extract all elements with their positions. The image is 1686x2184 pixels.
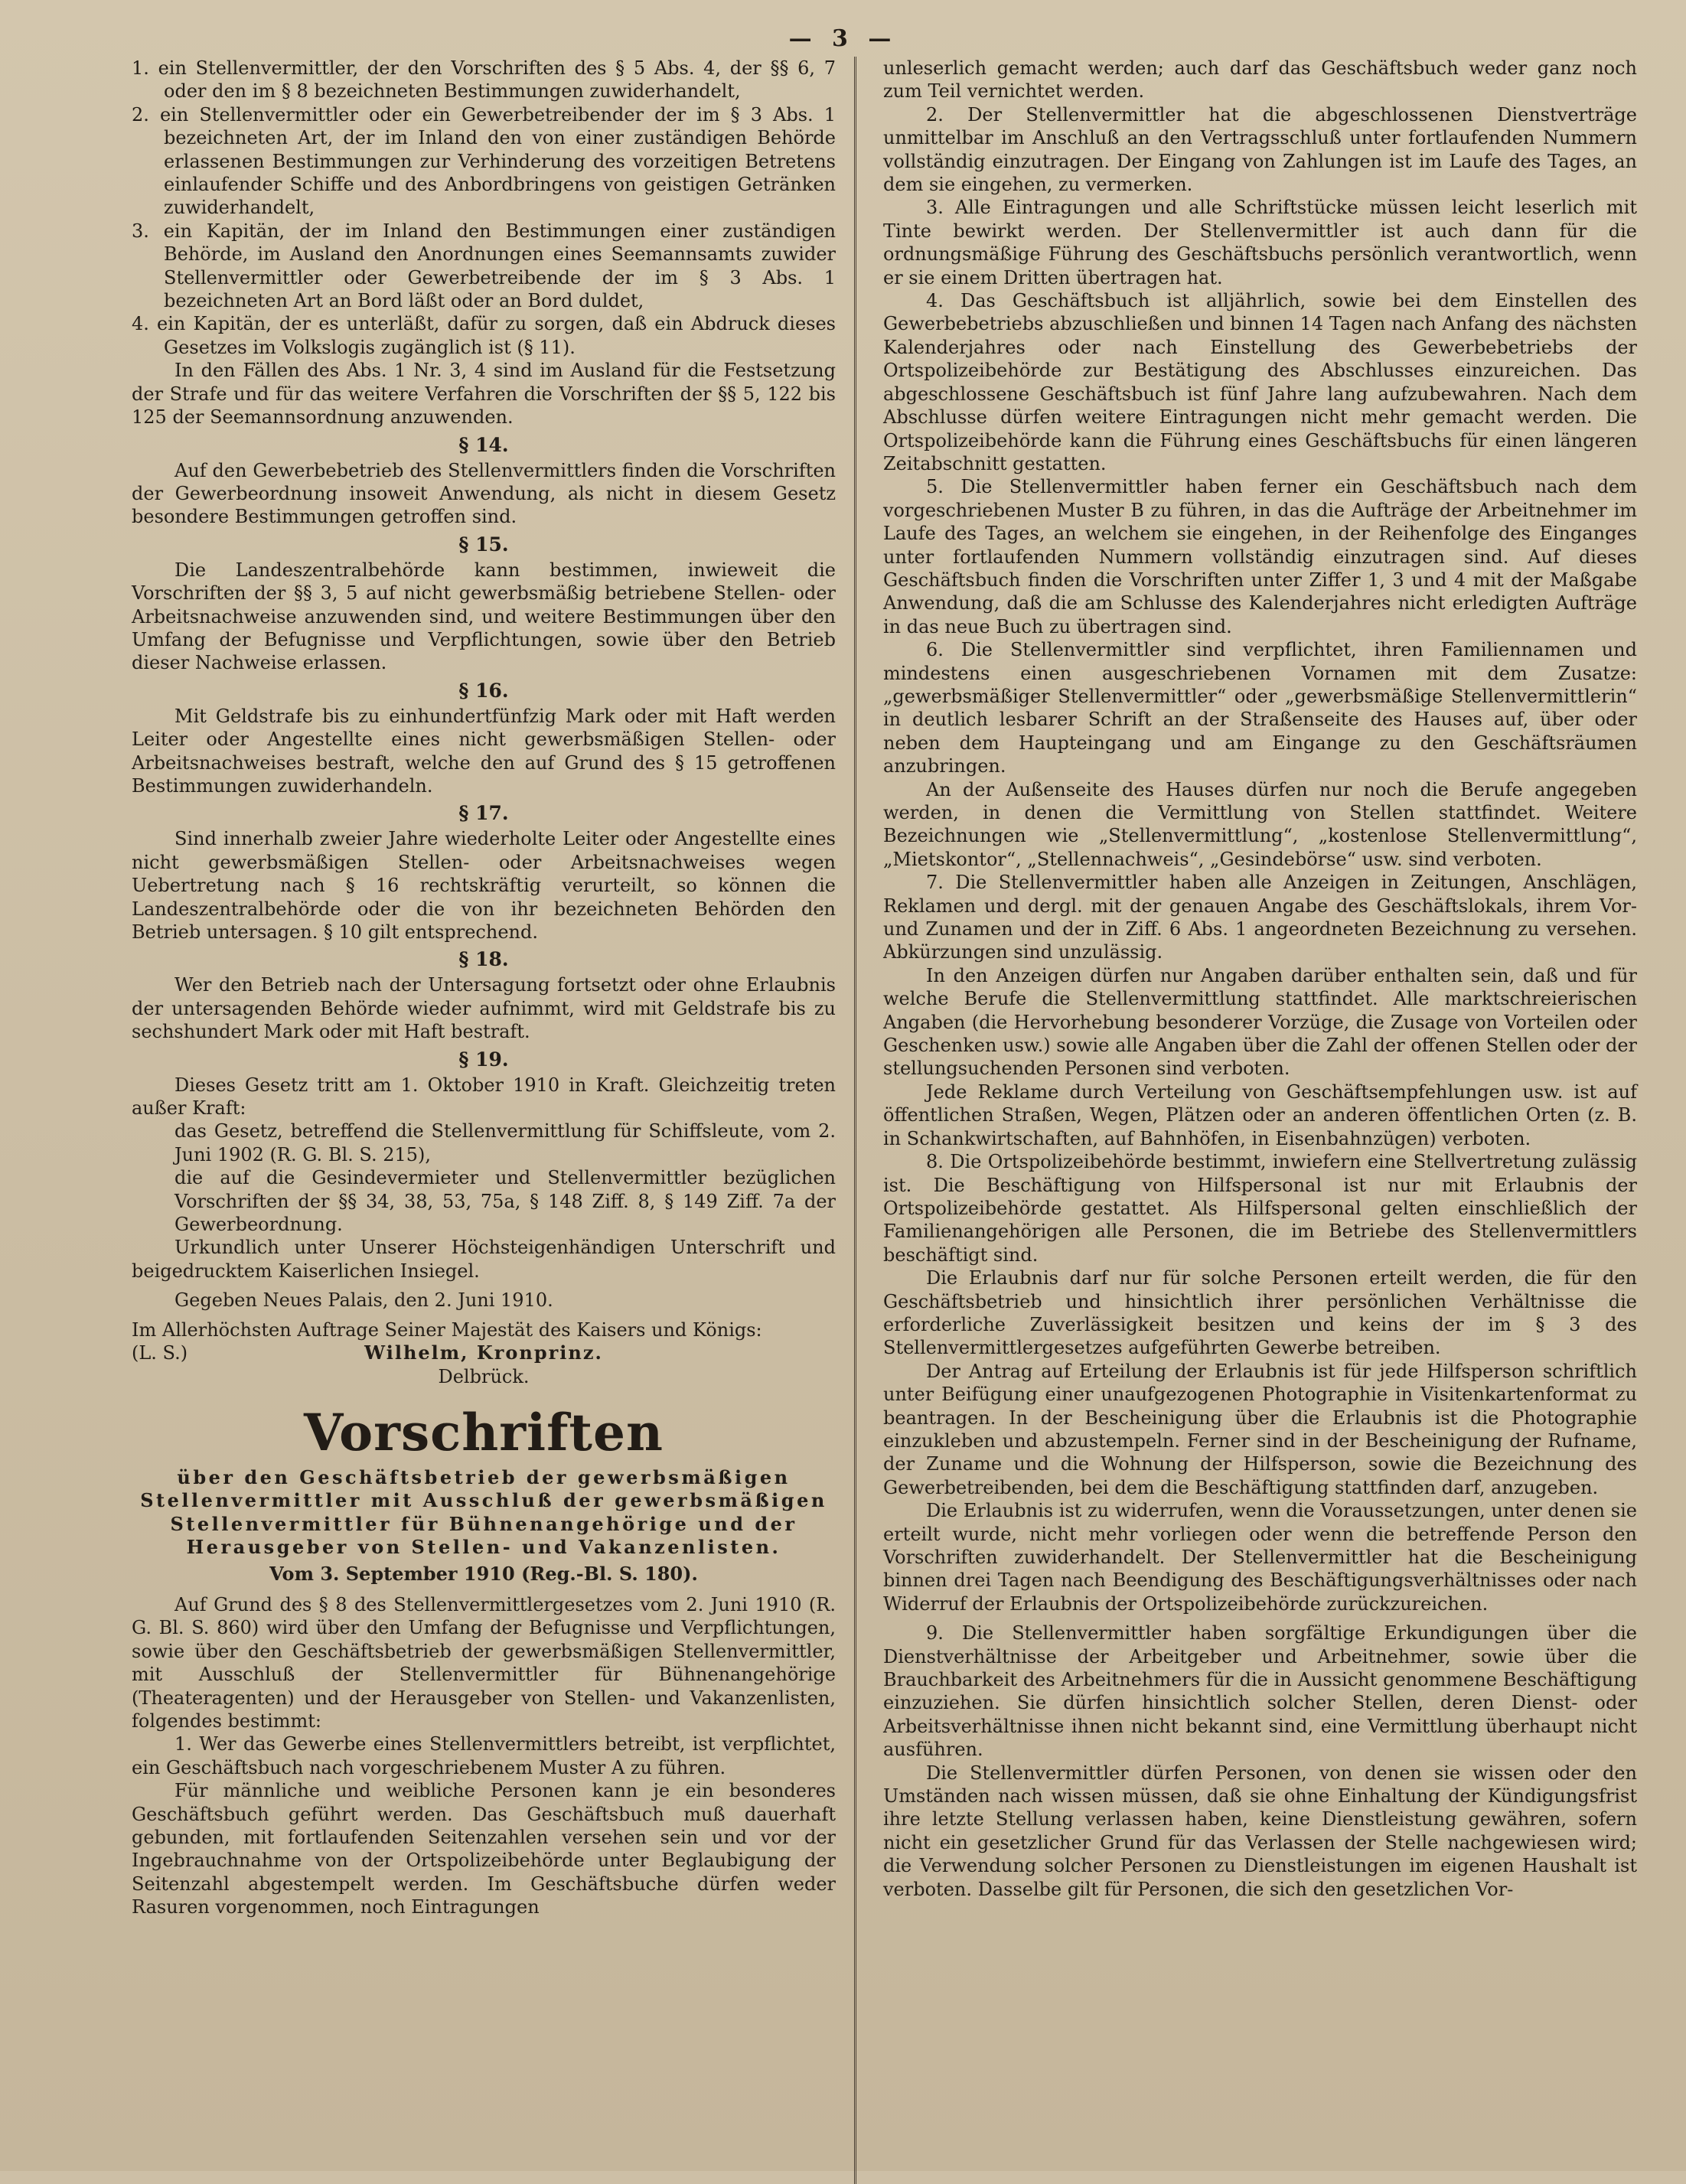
paragraph: Wer den Betrieb nach der Untersagung fortsetzt oder ohne Erlaubnis der untersagenden Behörde wieder aufnimmt, wird mit Geldstrafe bis zu sechshundert Mark oder mit Haft bestraft.	[132, 974, 836, 1043]
paragraph: Urkundlich unter Unserer Höchsteigenhändigen Unterschrift und beigedrucktem Kaiserlichen Insiegel.	[132, 1237, 836, 1282]
regulation-date: Vom 3. September 1910 (Reg.-Bl. S. 180).	[269, 1562, 698, 1585]
list-item: 3. ein Kapitän, der im Inland den Bestimmungen einer zuständigen Behörde, im Ausland den Anordnungen eines Seemannsamts zuwider Stellenvermittler oder Gewerbetreibende der im § 3 Abs. 1 bezeichneten Art an Bord läßt oder an Bord duldet,	[132, 220, 836, 312]
regulation-title: Vorschriften	[304, 1402, 664, 1462]
section-heading: § 19.	[458, 1048, 509, 1071]
paragraph: die auf die Gesindevermieter und Stellenvermittler bezüglichen Vorschriften der §§ 34, 38, 53, 75a, § 148 Ziff. 8, § 149 Ziff. 7a der Gewerbeordnung.	[174, 1167, 836, 1236]
behalf-line: Im Allerhöchsten Auftrage Seiner Majestät des Kaisers und Königs:	[132, 1319, 762, 1341]
paragraph: Auf den Gewerbebetrieb des Stellenvermittlers finden die Vorschriften der Gewerbeordnung insoweit Anwendung, als nicht in diesem Gesetz besondere Bestimmungen getroffen sind.	[132, 459, 836, 528]
paragraph: Für männliche und weibliche Personen kann je ein besonderes Geschäftsbuch geführt werden. Das Geschäftsbuch muß dauerhaft gebunden, mit fortlaufenden Seitenzahlen versehen sein und vor der Ingebrauchnahme von der Ortspolizeibehörde unter Beglaubigung der Seitenzahl abgestempelt werden. Im Geschäftsbuche dürfen weder Rasuren vorgenommen, noch Eintragungen	[132, 1780, 836, 1918]
list-item: 1. ein Stellenvermittler, der den Vorschriften des § 5 Abs. 4, der §§ 6, 7 oder den im § 8 bezeichneten Bestimmungen zuwiderhandelt,	[132, 57, 836, 103]
seal-mark: (L. S.)	[132, 1342, 188, 1364]
columns	[49, 57, 1637, 1919]
paragraph: Sind innerhalb zweier Jahre wiederholte Leiter oder Angestellte eines nicht gewerbsmäßigen Stellen- oder Arbeitsnachweises wegen Uebertretung nach § 16 rechtskräftig verurteilt, so können die Landeszentralbehörde oder die von ihr bezeichneten Behörden den Betrieb untersagen. § 10 gilt entsprechend.	[132, 828, 836, 943]
paragraph: 4. Das Geschäftsbuch ist alljährlich, sowie bei dem Einstellen des Gewerbebetriebs abzuschließen und binnen 14 Tagen nach Anfang des nächsten Kalenderjahres oder nach Einstellung des Gewerbebetriebs der Ortspolizeibehörde zur Bestätigung des Abschlusses einzureichen. Das abgeschlossene Geschäftsbuch ist fünf Jahre lang aufzubewahren. Nach dem Abschlusse dürfen weitere Eintragungen nicht mehr gemacht werden. Die Ortspolizeibehörde kann die Führung eines Geschäftsbuchs für einen längeren Zeitabschnitt gestatten.	[883, 290, 1637, 474]
section-heading: § 18.	[458, 948, 509, 971]
paragraph: Auf Grund des § 8 des Stellenvermittlergesetzes vom 2. Juni 1910 (R. G. Bl. S. 860) wird über den Umfang der Befugnisse und Verpflichtungen, sowie über den Geschäftsbetrieb der gewerbsmäßigen Stellenvermittler, mit Ausschluß der Stellenvermittler für Bühnenangehörige (Theateragenten) und der Herausgeber von Stellen- und Vakanzenlisten, folgendes bestimmt:	[132, 1593, 836, 1732]
section-heading: § 14.	[458, 433, 509, 456]
paragraph: Dieses Gesetz tritt am 1. Oktober 1910 in Kraft. Gleichzeitig treten außer Kraft:	[132, 1074, 836, 1120]
list-item: 4. ein Kapitän, der es unterläßt, dafür zu sorgen, daß ein Abdruck dieses Gesetzes im Volkslogis zugänglich ist (§ 11).	[132, 313, 836, 358]
paragraph: unleserlich gemacht werden; auch darf das Geschäftsbuch weder ganz noch zum Teil vernichtet werden.	[883, 57, 1637, 103]
paragraph: 2. Der Stellenvermittler hat die abgeschlossenen Dienstverträge unmittelbar im Anschluß an den Vertragsschluß unter fortlaufenden Nummern vollständig einzutragen. Der Eingang von Zahlungen ist im Laufe des Tages, an dem sie eingehen, zu vermerken.	[883, 103, 1637, 196]
column-divider	[854, 57, 856, 2184]
paragraph: 7. Die Stellenvermittler haben alle Anzeigen in Zeitungen, Anschlägen, Reklamen und dergl. mit der genauen Angabe des Geschäftslokals, ihrem Vor- und Zunamen und der in Ziff. 6 Abs. 1 angeordneten Bezeichnung zu versehen. Abkürzungen sind unzulässig.	[883, 872, 1637, 963]
paragraph: 6. Die Stellenvermittler sind verpflichtet, ihren Familiennamen und mindestens einen ausgeschriebenen Vornamen mit dem Zusatze: „gewerbsmäßiger Stellenvermittler“ oder „gewerbsmäßige Stellenvermittlerin“ in deutlich lesbarer Schrift an der Straßenseite des Hauses auf, über oder neben dem Haupteingang und am Eingange zu den Geschäftsräumen anzubringen.	[883, 639, 1637, 777]
section-heading: § 16.	[458, 679, 509, 702]
signature-kronprinz: Wilhelm, Kronprinz.	[364, 1341, 603, 1364]
signature-delbrueck: Delbrück.	[438, 1365, 530, 1387]
page-number: — 3 —	[788, 25, 898, 52]
list-item: 2. ein Stellenvermittler oder ein Gewerbetreibender der im § 3 Abs. 1 bezeichneten Art, der im Inland den von einer zuständigen Behörde erlassenen Bestimmungen zur Verhinderung des vorzeitigen Betretens einlaufender Schiffe und des Anbordbringens von geistigen Getränken zuwiderhandelt,	[132, 103, 836, 219]
section-heading: § 17.	[458, 802, 509, 825]
regulation-subtitle: über den Geschäftsbetrieb der gewerbsmäßigen Stellenvermittler mit Ausschluß der gewerbsmäßigen Stellenvermittler für Bühnenangehörige und der Herausgeber von Stellen- und Vakanzenlisten.	[140, 1465, 827, 1559]
paragraph: 8. Die Ortspolizeibehörde bestimmt, inwiefern eine Stellvertretung zulässig ist. Die Beschäftigung von Hilfspersonal ist nur mit Erlaubnis der Ortspolizeibehörde gestattet. Als Hilfspersonal gelten einschließlich der Familienangehörigen alle Personen, die im Betriebe des Stellenvermittlers beschäftigt sind.	[883, 1151, 1637, 1266]
paragraph: Jede Reklame durch Verteilung von Geschäftsempfehlungen usw. ist auf öffentlichen Straßen, Wegen, Plätzen oder an anderen öffentlichen Orten (z. B. in Schankwirtschaften, auf Bahnhöfen, in Eisenbahnzügen) verboten.	[883, 1081, 1637, 1149]
paragraph: Mit Geldstrafe bis zu einhundertfünfzig Mark oder mit Haft werden Leiter oder Angestellte eines nicht gewerbsmäßigen Stellen- oder Arbeitsnachweises bestraft, welche den auf Grund des § 15 getroffenen Bestimmungen zuwiderhandeln.	[132, 705, 836, 797]
paragraph: In den Anzeigen dürfen nur Angaben darüber enthalten sein, daß und für welche Berufe die Stellenvermittlung stattfindet. Alle marktschreierischen Angaben (die Hervorhebung besonderer Vorzüge, die Zusage von Vorteilen oder Geschenken usw.) sowie alle Angaben über die Zahl der offenen Stellen oder der stellungsuchenden Personen sind verboten.	[883, 964, 1637, 1080]
paragraph: 1. Wer das Gewerbe eines Stellenvermittlers betreibt, ist verpflichtet, ein Geschäftsbuch nach vorgeschriebenem Muster A zu führen.	[132, 1733, 836, 1778]
paragraph: Die Erlaubnis ist zu widerrufen, wenn die Voraussetzungen, unter denen sie erteilt wurde, nicht mehr vorliegen oder wenn die betreffende Person den Vorschriften zuwiderhandelt. Der Stellenvermittler hat die Bescheinigung binnen drei Tagen nach Beendigung des Beschäftigungsverhältnisses oder nach Widerruf der Erlaubnis der Ortspolizeibehörde zurückzureichen.	[883, 1500, 1637, 1615]
paragraph: 5. Die Stellenvermittler haben ferner ein Geschäftsbuch nach dem vorgeschriebenen Muster B zu führen, in das die Aufträge der Arbeitnehmer im Laufe des Tages, an welchem sie eingehen, in der Reihenfolge des Einganges unter fortlaufenden Nummern vollständig einzutragen sind. Auf dieses Geschäftsbuch finden die Vorschriften unter Ziffer 1, 3 und 4 mit der Maßgabe Anwendung, daß die am Schlusse des Kalenderjahres nicht erledigten Aufträge in das neue Buch zu übertragen sind.	[883, 476, 1637, 637]
paragraph: Die Stellenvermittler dürfen Personen, von denen sie wissen oder den Umständen nach wissen müssen, daß sie ohne Einhaltung der Kündigungsfrist ihre letzte Stellung verlassen haben, keine Dienstleistung gewähren, sofern nicht ein gesetzlicher Grund für das Verlassen der Stelle nachgewiesen wird; die Verwendung solcher Personen zu Dienstleistungen im eigenen Haushalt ist verboten. Dasselbe gilt für Personen, die sich den gesetzlichen Vor-	[883, 1762, 1637, 1900]
paragraph: An der Außenseite des Hauses dürfen nur noch die Berufe angegeben werden, in denen die Vermittlung von Stellen stattfindet. Weitere Bezeichnungen wie „Stellenvermittlung“, „kostenlose Stellenvermittlung“, „Mietskontor“, „Stellennachweis“, „Gesindebörse“ usw. sind verboten.	[883, 778, 1637, 870]
paragraph: das Gesetz, betreffend die Stellenvermittlung für Schiffsleute, vom 2. Juni 1902 (R. G. Bl. S. 215),	[174, 1120, 836, 1165]
section-heading: § 15.	[458, 533, 509, 556]
left-column	[49, 57, 836, 1919]
paragraph: Der Antrag auf Erteilung der Erlaubnis ist für jede Hilfsperson schriftlich unter Beifügung einer unaufgezogenen Photographie in Visitenkartenformat zu beantragen. In der Bescheinigung über die Erlaubnis ist die Photographie einzukleben und abzustempeln. Ferner sind in der Bescheinigung der Rufname, der Zuname und die Wohnung der Hilfsperson, sowie die Bezeichnung des Gewerbetreibenden, bei dem die Beschäftigung stattfinden darf, anzugeben.	[883, 1360, 1637, 1498]
given-line: Gegeben Neues Palais, den 2. Juni 1910.	[174, 1289, 553, 1312]
paragraph: Die Erlaubnis darf nur für solche Personen erteilt werden, die für den Geschäftsbetrieb und hinsichtlich ihrer persönlichen Verhältnisse die erforderliche Zuverlässigkeit besitzen und keins der im § 3 des Stellenvermittlergesetzes aufgeführten Gewerbe betreiben.	[883, 1267, 1637, 1359]
paragraph: In den Fällen des Abs. 1 Nr. 3, 4 sind im Ausland für die Festsetzung der Strafe und für das weitere Verfahren die Vorschriften der §§ 5, 122 bis 125 der Seemannsordnung anzuwenden.	[132, 360, 836, 429]
paragraph: 3. Alle Eintragungen und alle Schriftstücke müssen leicht leserlich mit Tinte bewirkt werden. Der Stellenvermittler ist auch dann für die ordnungsmäßige Führung des Geschäftsbuchs persönlich verantwortlich, wenn er sie einem Dritten übertragen hat.	[883, 197, 1637, 288]
paragraph: Die Landeszentralbehörde kann bestimmen, inwieweit die Vorschriften der §§ 3, 5 auf nicht gewerbsmäßig betriebene Stellen- oder Arbeitsnachweise anzuwenden sind, und weitere Bestimmungen über den Umfang der Befugnisse und Verpflichtungen, sowie über den Betrieb dieser Nachweise erlassen.	[132, 559, 836, 674]
paragraph: 9. Die Stellenvermittler haben sorgfältige Erkundigungen über die Dienstverhältnisse der Arbeitgeber und Arbeitnehmer, sowie über die Brauchbarkeit des Arbeitnehmers für die in Aussicht genommene Beschäftigung einzuziehen. Sie dürfen hinsichtlich solcher Stellen, deren Dienst- oder Arbeitsverhältnisse ihnen nicht bekannt sind, eine Vermittlung überhaupt nicht ausführen.	[883, 1622, 1637, 1761]
right-column	[883, 57, 1637, 1919]
